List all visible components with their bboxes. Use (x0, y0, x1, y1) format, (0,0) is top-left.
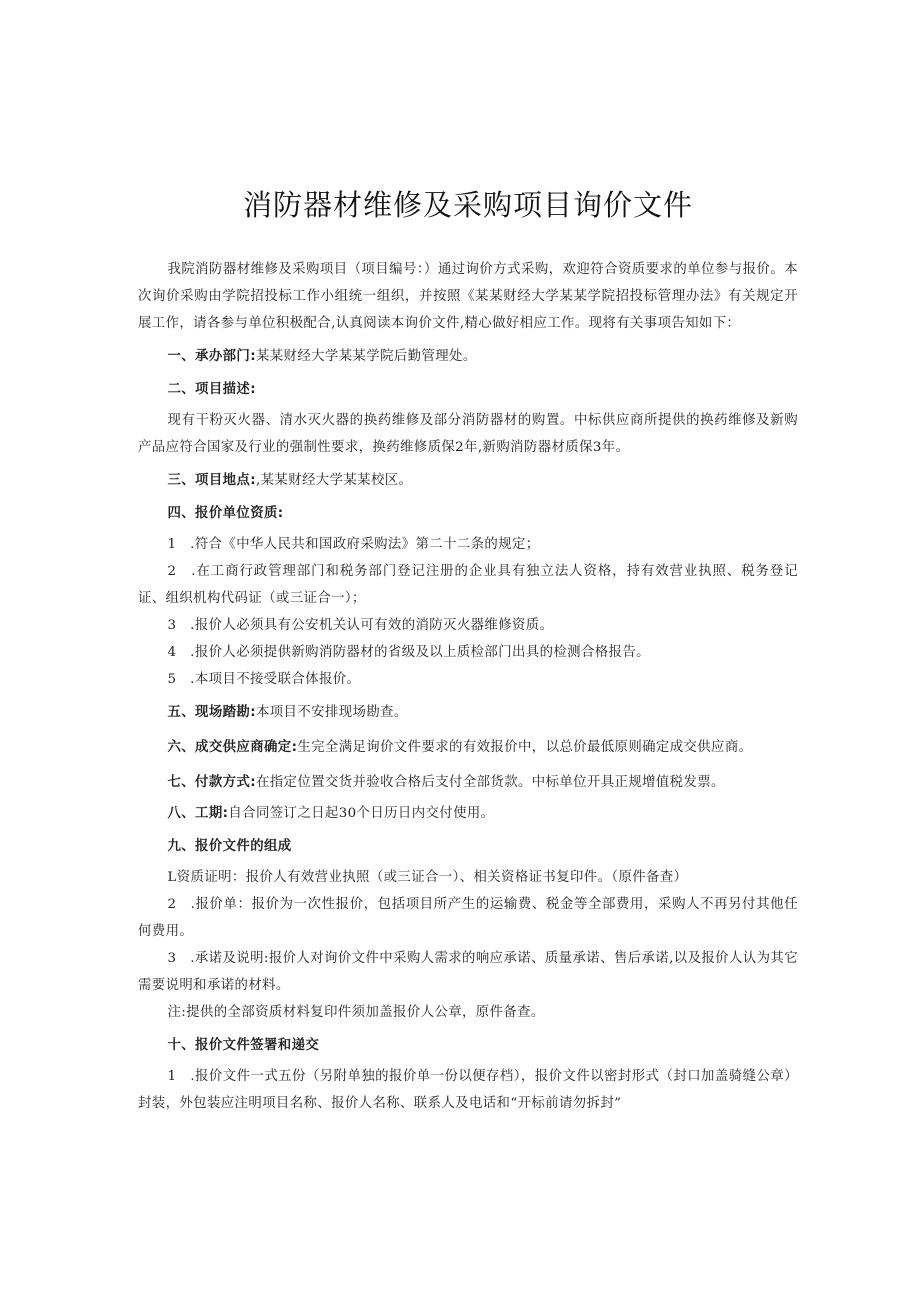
section-heading: 二、项目描述: (167, 382, 256, 397)
note-text: 注:提供的全部资质材料复印件须加盖报价人公章，原件备查。 (167, 1005, 545, 1020)
list-item: 5 .本项目不接受联合体报价。 (167, 672, 361, 687)
intro-paragraph: 我院消防器材维修及采购项目（项目编号：）通过询价方式采购，欢迎符合资质要求的单位参与报价。本次询价采购由学院招投标工作小组统一组织，并按照《某某财经大学某某学院招投标管理办法》有关规定开展工作，请各参与单位积极配合,认真阅读本询价文件,精心做好相应工作。现将有关事项告知如下： (138, 262, 798, 331)
section-duration (138, 800, 798, 827)
section-payment (138, 769, 798, 796)
list-item: 3 .报价人必须具有公安机关认可有效的消防灭火器维修资质。 (167, 618, 554, 633)
list-item: 1 .报价文件一式五份（另附单独的报价单一份以便存档），报价文件以密封形式（封口加盖骑缝公章）封装，外包装应注明项目名称、报价人名称、联系人及电话和“开标前请勿拆封” (138, 1069, 798, 1111)
section-description-heading (138, 376, 798, 403)
section-heading: 四、报价单位资质: (167, 506, 284, 521)
section-heading: 六、成交供应商确定: (167, 740, 298, 755)
section-heading: 五、现场踏勘: (167, 705, 256, 720)
list-item: 4 .报价人必须提供新购消防器材的省级及以上质检部门出具的检测合格报告。 (167, 645, 650, 660)
section-text: ,某某财经大学某某校区。 (255, 473, 413, 488)
section-site-visit (138, 699, 798, 726)
section-submission-heading (138, 1032, 798, 1059)
section-heading: 七、付款方式: (167, 775, 256, 790)
section-location (138, 467, 798, 494)
section-text: 某某财经大学某某学院后勤管理处。 (255, 349, 477, 364)
section-heading: 八、工期: (167, 806, 229, 821)
section-heading: 一、承办部门: (167, 349, 256, 364)
list-item: 1 .符合《中华人民共和国政府采购法》第二十二条的规定； (167, 537, 540, 552)
section-text: 自合同签订之日起30个日历日内交付使用。 (228, 806, 495, 821)
list-item: L资质证明：报价人有效营业执照（或三证合一）、相关资格证书复印件。（原件备查） (167, 870, 688, 885)
section-text: 生完全满足询价文件要求的有效报价中，以总价最低原则确定成交供应商。 (297, 740, 753, 755)
section-composition-heading (138, 833, 798, 860)
section-organizer (138, 343, 798, 370)
section-heading: 九、报价文件的组成 (167, 839, 292, 854)
section-heading: 十、报价文件签署和递交 (167, 1038, 320, 1053)
section-text: 在指定位置交货并验收合格后支付全部货款。中标单位开具正规增值税发票。 (255, 775, 725, 790)
section-text: 本项目不安排现场勘查。 (255, 705, 408, 720)
section-heading: 三、项目地点: (167, 473, 256, 488)
list-item: 2 .报价单：报价为一次性报价，包括项目所产生的运输费、税金等全部费用，采购人不再另付其他任何费用。 (138, 897, 798, 939)
section-supplier (138, 732, 798, 763)
document-title: 消防器材维修及采购项目询价文件 (242, 188, 693, 222)
section-description-text: 现有干粉灭火器、清水灭火器的换药维修及部分消防器材的购置。中标供应商所提供的换药维修及新购产品应符合国家及行业的强制性要求，换药维修质保2年,新购消防器材质保3年。 (138, 413, 798, 455)
document-body (138, 256, 798, 1117)
list-item: 2 .在工商行政管理部门和税务部门登记注册的企业具有独立法人资格，持有效营业执照、税务登记证、组织机构代码证（或三证合一）； (138, 564, 798, 606)
list-item: 3 .承诺及说明:报价人对询价文件中采购人需求的响应承诺、质量承诺、售后承诺,以及报价人认为其它需要说明和承诺的材料。 (138, 951, 798, 993)
section-qualification-heading (138, 500, 798, 527)
